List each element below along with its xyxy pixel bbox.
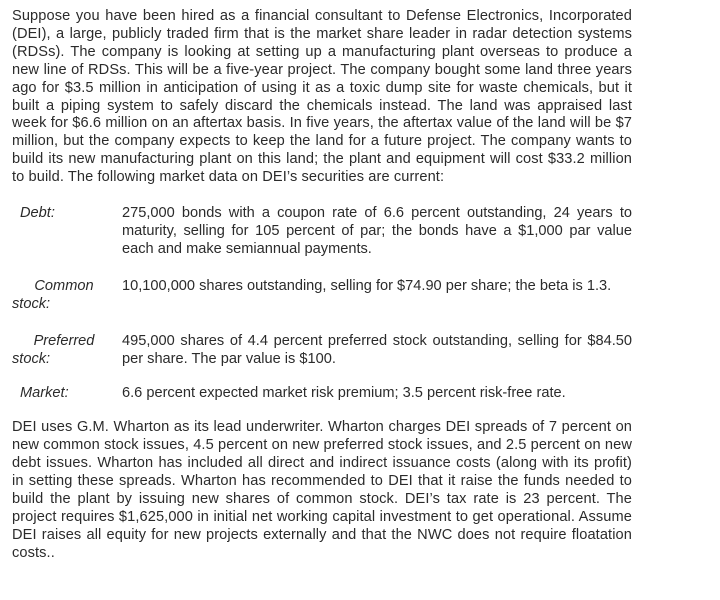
market-data-item-market: [12, 385, 632, 403]
preferred-stock-description: 495,000 shares of 4.4 percent preferred stock outstanding, selling for $84.50 per share. The par value is $100.: [122, 332, 632, 367]
market-data-item-debt: [12, 205, 632, 259]
closing-paragraph: DEI uses G.M. Wharton as its lead underwriter. Wharton charges DEI spreads of 7 percent on new common stock issues, 4.5 percent on new preferred stock issues, and 2.5 percent on new debt issues. Wharton has included all direct and indirect issuance costs (along with its profit) in setting these spreads. Wharton has recommended to DEI that it raise the funds needed to build the plant by issuing new shares of common stock. DEI’s tax rate is 23 percent. The project requires $1,625,000 in initial net working capital investment to get operational. Assume DEI raises all equity for new projects externally and that the NWC does not require floatation costs..: [12, 419, 632, 561]
market-data-item-common-stock: [12, 278, 632, 314]
common-stock-description: 10,100,000 shares outstanding, selling for $74.90 per share; the beta is 1.3.: [122, 277, 612, 294]
market-data-list: [12, 205, 632, 403]
market-description: 6.6 percent expected market risk premium; 3.5 percent risk-free rate.: [122, 385, 566, 402]
market-data-item-preferred-stock: [12, 333, 632, 369]
common-stock-term: [12, 278, 122, 314]
intro-paragraph: Suppose you have been hired as a financial consultant to Defense Electronics, Incorporated (DEI), a large, publicly traded firm that is the market share leader in radar detection systems (RDSs). The company is looking at setting up a manufacturing plant overseas to produce a new line of RDSs. This will be a five-year project. The company bought some land three years ago for $3.5 million in anticipation of using it as a toxic dump site for waste chemicals, but it built a piping system to safely discard the chemicals instead. The land was appraised last week for $6.6 million on an aftertax basis. In five years, the aftertax value of the land will be $7 million, but the company expects to keep the land for a future project. The company wants to build its new manufacturing plant on this land; the plant and equipment will cost $33.2 million to build. The following market data on DEI’s securities are current:: [12, 8, 632, 186]
common-stock-term-line2: stock:: [12, 295, 51, 312]
preferred-stock-term-line1: Preferred: [33, 332, 95, 349]
preferred-stock-term: [12, 333, 122, 369]
debt-description: 275,000 bonds with a coupon rate of 6.6 percent outstanding, 24 years to maturity, selling for 105 percent of par; the bonds have a $1,000 par value each and make semiannual payments.: [122, 205, 632, 257]
market-term: Market:: [20, 385, 69, 402]
debt-term: Debt:: [20, 205, 55, 222]
common-stock-term-line1: Common: [34, 277, 94, 294]
preferred-stock-term-line2: stock:: [12, 350, 51, 367]
